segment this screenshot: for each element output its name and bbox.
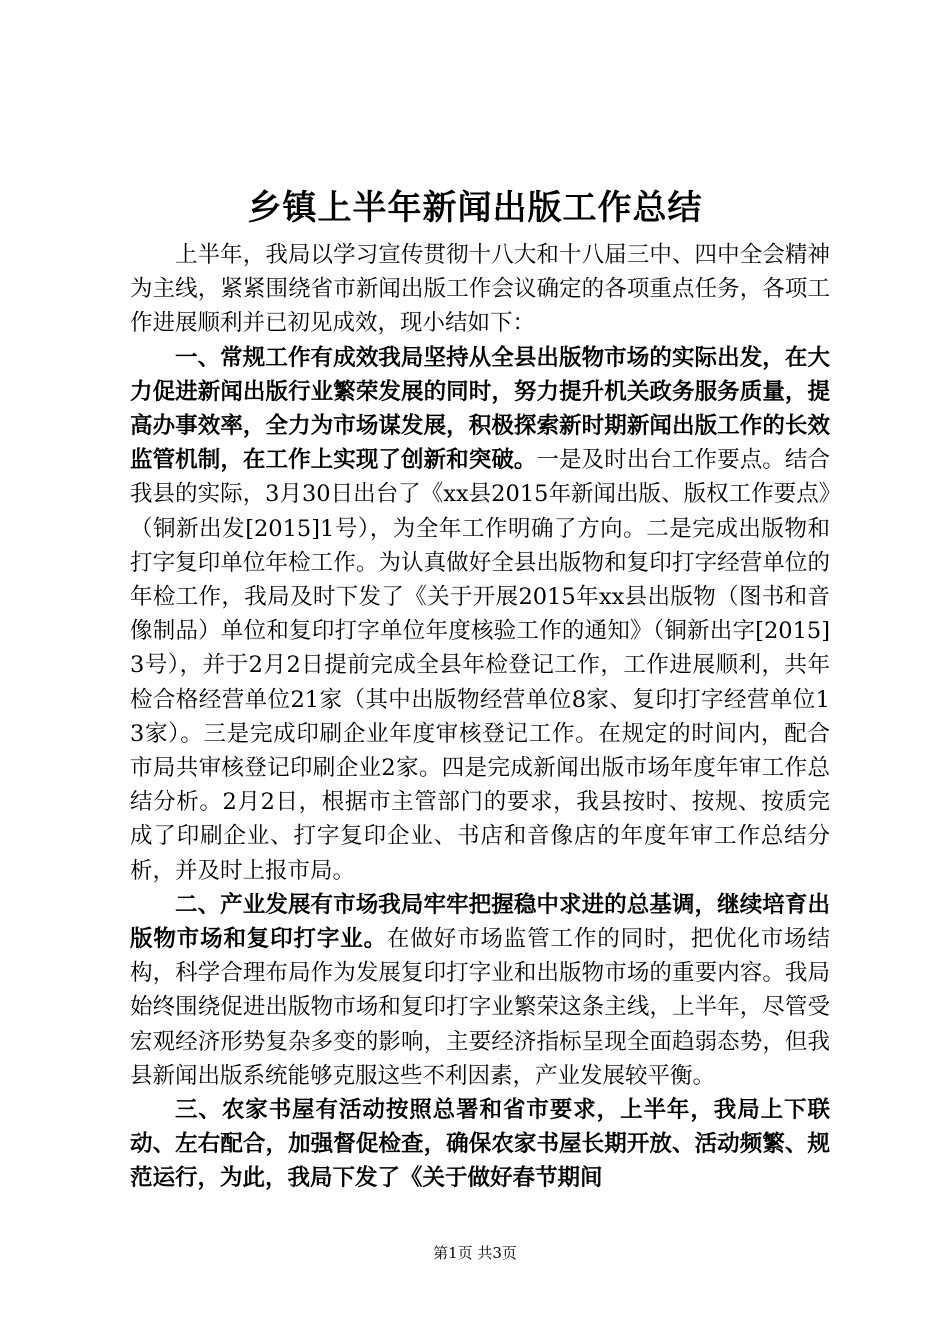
section-1-text: 一是及时出台工作要点。结合我县的实际，3月30日出台了《xx县2015年新闻出版、版权工作要点》（铜新出发[2015]1号），为全年工作明确了方向。二是完成出版物和打字复印单位年检工作。为认真做好全县出版物和复印打字经营单位的年检工作，我局及时下发了《关于开展2015年xx县出版物（图书和音像制品）单位和复印打字单位年度核验工作的通知》（铜新出字[2015]3号），并于2月2日提前完成全县年检登记工作，工作进展顺利，共年检合格经营单位21家（其中出版物经营单位8家、复印打字经营单位13家）。三是完成印刷企业年度审核登记工作。在规定的时间内，配合市局共审核登记印刷企业2家。四是完成新闻出版市场年度年审工作总结分析。2月2日，根据市主管部门的要求，我县按时、按规、按质完成了印刷企业、打字复印企业、书店和音像店的年度年审工作总结分析，并及时上报市局。 [130,447,830,884]
document-body [130,238,830,1196]
section-2-text: 在做好市场监管工作的同时，把优化市场结构，科学合理布局作为发展复印打字业和出版物市场的重要内容。我局始终围绕促进出版物市场和复印打字业繁荣这条主线，上半年，尽管受宏观经济形势复杂多变的影响，主要经济指标呈现全面趋弱态势，但我县新闻出版系统能够克服这些不利因素，产业发展较平衡。 [130,926,830,1089]
section-2-heading: 二、产业发展有市场我局牢牢把握稳中求进的总基调，继续培育出版物市场和复印打字业。 [130,891,830,953]
section-3-paragraph [130,1093,830,1196]
section-1-heading: 一、常规工作有成效我局坚持从全县出版物市场的实际出发，在大力促进新闻出版行业繁荣发展的同时，努力提升机关政务服务质量，提高办事效率，全力为市场谋发展，积极探索新时期新闻出版工作的长效监管机制，在工作上实现了创新和突破。 [130,344,830,474]
page-footer: 第1页 共3页 [433,1244,517,1262]
section-2-paragraph [130,888,830,1093]
document-title: 乡镇上半年新闻出版工作总结 [247,188,703,228]
section-3-heading: 三、农家书屋有活动按照总署和省市要求，上半年，我局上下联动、左右配合，加强督促检查，确保农家书屋长期开放、活动频繁、规范运行，为此，我局下发了《关于做好春节期间 [130,1097,830,1192]
section-1-paragraph [130,341,830,888]
intro-paragraph: 上半年，我局以学习宣传贯彻十八大和十八届三中、四中全会精神为主线，紧紧围绕省市新闻出版工作会议确定的各项重点任务，各项工作进展顺利并已初见成效，现小结如下： [130,242,830,337]
